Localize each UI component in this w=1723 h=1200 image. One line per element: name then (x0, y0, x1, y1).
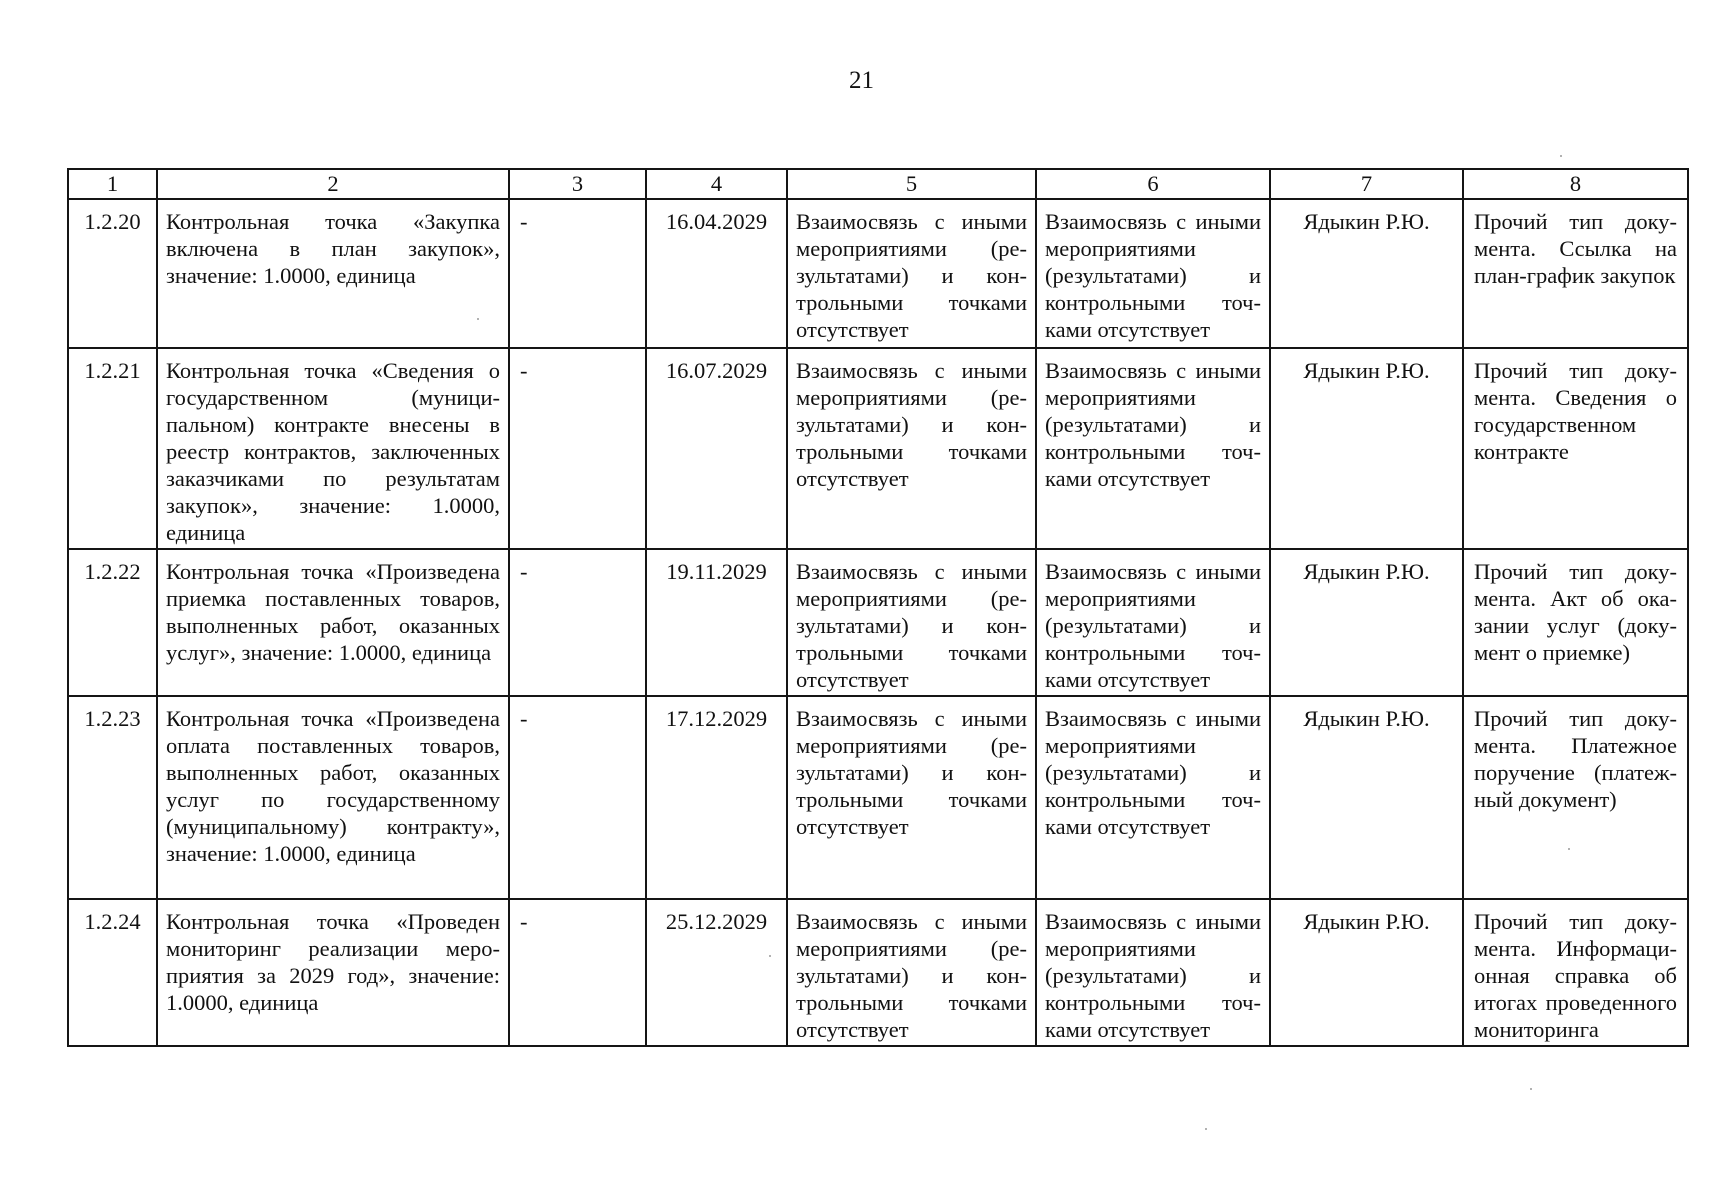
responsible-person: Ядыкин Р.Ю. (1270, 199, 1463, 348)
relation-text-col5: Взаимосвязь с иными мероприятиями (результатами) и контрольными точками отсутствует (787, 348, 1036, 549)
scan-speck (477, 318, 479, 320)
deadline-date: 19.11.2029 (646, 549, 787, 696)
header-cell-8: 8 (1463, 169, 1688, 199)
responsible-person: Ядыкин Р.Ю. (1270, 899, 1463, 1046)
column-3-value: - (509, 199, 646, 348)
relation-text-col6: Взаимосвязь с иными мероприятиями (результатами) и контрольными точками отсутствует (1036, 199, 1270, 348)
relation-text-col6: Взаимосвязь с иными мероприятиями (результатами) и контрольными точками отсутствует (1036, 899, 1270, 1046)
table-row (68, 348, 1688, 549)
relation-text-col6: Взаимосвязь с иными мероприятиями (результатами) и контрольными точками отсутствует (1036, 696, 1270, 899)
deadline-date: 16.07.2029 (646, 348, 787, 549)
relation-text-col5: Взаимосвязь с иными мероприятиями (результатами) и контрольными точками отсутствует (787, 696, 1036, 899)
row-number: 1.2.20 (68, 199, 157, 348)
responsible-person: Ядыкин Р.Ю. (1270, 348, 1463, 549)
control-point-name: Контрольная точка «Сведения о государственном (муниципальном) контракте внесены в реестр контрактов, заключенных заказчиками по результатам закупок», значение: 1.0000, единица (157, 348, 509, 549)
page-number: 21 (849, 67, 874, 94)
responsible-person: Ядыкин Р.Ю. (1270, 696, 1463, 899)
table-row (68, 899, 1688, 1046)
control-points-table (67, 168, 1689, 1047)
header-cell-7: 7 (1270, 169, 1463, 199)
scan-speck (1560, 155, 1562, 157)
row-number: 1.2.22 (68, 549, 157, 696)
relation-text-col6: Взаимосвязь с иными мероприятиями (результатами) и контрольными точками отсутствует (1036, 348, 1270, 549)
document-type: Прочий тип документа. Платежное поручение (платежный документ) (1463, 696, 1688, 899)
relation-text-col5: Взаимосвязь с иными мероприятиями (результатами) и контрольными точками отсутствует (787, 199, 1036, 348)
header-cell-3: 3 (509, 169, 646, 199)
row-number: 1.2.24 (68, 899, 157, 1046)
relation-text-col5: Взаимосвязь с иными мероприятиями (результатами) и контрольными точками отсутствует (787, 549, 1036, 696)
responsible-person: Ядыкин Р.Ю. (1270, 549, 1463, 696)
header-cell-4: 4 (646, 169, 787, 199)
document-type: Прочий тип документа. Информационная справка об итогах проведенного мониторинга (1463, 899, 1688, 1046)
control-point-name: Контрольная точка «Закупка включена в план закупок», значение: 1.0000, единица (157, 199, 509, 348)
deadline-date: 25.12.2029 (646, 899, 787, 1046)
scan-speck (1568, 848, 1570, 850)
column-3-value: - (509, 549, 646, 696)
header-cell-5: 5 (787, 169, 1036, 199)
header-cell-2: 2 (157, 169, 509, 199)
column-3-value: - (509, 899, 646, 1046)
document-type: Прочий тип документа. Ссылка на план-график закупок (1463, 199, 1688, 348)
scan-speck (1205, 1128, 1207, 1130)
table-row (68, 199, 1688, 348)
header-cell-1: 1 (68, 169, 157, 199)
scan-speck (1530, 1088, 1532, 1090)
document-type: Прочий тип документа. Сведения о государственном контракте (1463, 348, 1688, 549)
document-type: Прочий тип документа. Акт об оказании услуг (документ о приемке) (1463, 549, 1688, 696)
header-row (68, 169, 1688, 199)
row-number: 1.2.21 (68, 348, 157, 549)
control-point-name: Контрольная точка «Произведена оплата поставленных товаров, выполненных работ, оказанных услуг по государственному (муниципальному) контракту», значение: 1.0000, единица (157, 696, 509, 899)
relation-text-col6: Взаимосвязь с иными мероприятиями (результатами) и контрольными точками отсутствует (1036, 549, 1270, 696)
column-3-value: - (509, 348, 646, 549)
header-cell-6: 6 (1036, 169, 1270, 199)
row-number: 1.2.23 (68, 696, 157, 899)
column-3-value: - (509, 696, 646, 899)
table-row (68, 696, 1688, 899)
control-point-name: Контрольная точка «Проведен мониторинг реализации мероприятия за 2029 год», значение: 1.0000, единица (157, 899, 509, 1046)
deadline-date: 17.12.2029 (646, 696, 787, 899)
relation-text-col5: Взаимосвязь с иными мероприятиями (результатами) и контрольными точками отсутствует (787, 899, 1036, 1046)
control-point-name: Контрольная точка «Произведена приемка поставленных товаров, выполненных работ, оказанных услуг», значение: 1.0000, единица (157, 549, 509, 696)
table-row (68, 549, 1688, 696)
deadline-date: 16.04.2029 (646, 199, 787, 348)
scan-speck (769, 955, 771, 957)
